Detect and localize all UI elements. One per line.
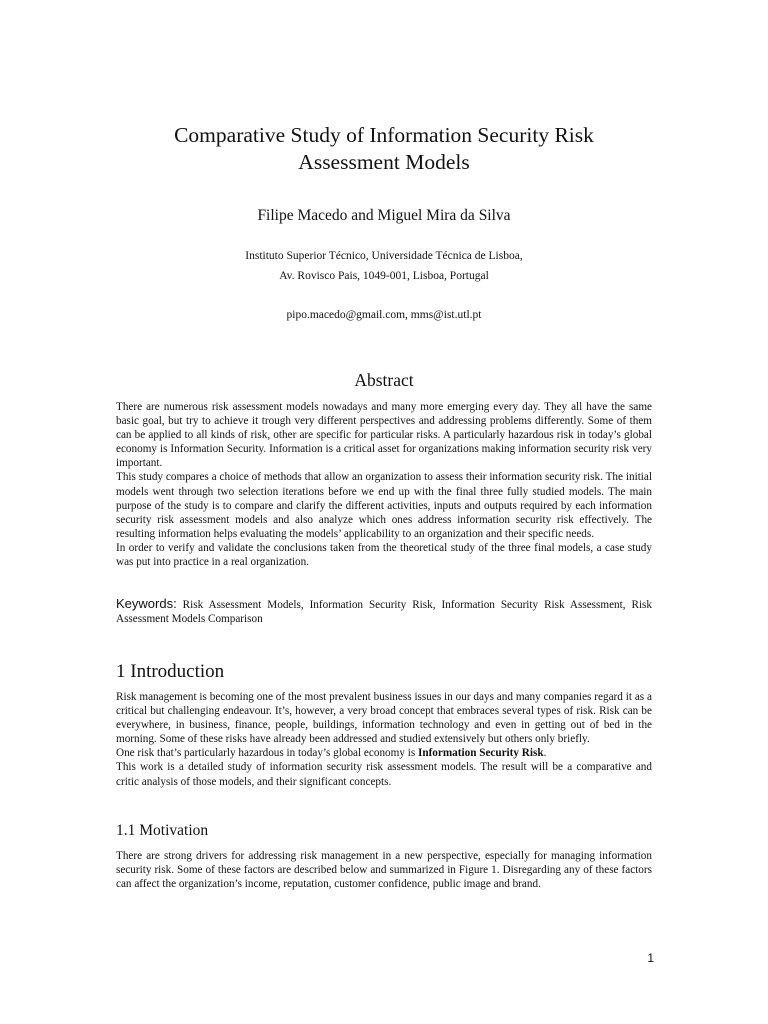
paper-title	[110, 122, 658, 176]
abstract-paragraph-1: There are numerous risk assessment models nowadays and many more emerging every day. They all have the same basic goal, but try to achieve it trough very different perspectives and addressing problems differently. Some of them can be applied to all kinds of risk, other are specific for particular risks. A particularly hazardous risk in today’s global economy is Information Security. Information is a critical asset for organizations making information security risk very important.	[116, 401, 652, 470]
introduction-heading: 1 Introduction	[116, 661, 225, 682]
introduction-paragraph-3: This work is a detailed study of information security risk assessment models. The result will be a comparative and critic analysis of those models, and their significant concepts.	[116, 761, 652, 788]
introduction-p2-prefix: One risk that’s particularly hazardous in today’s global economy is	[116, 747, 418, 760]
page-number: 1	[647, 951, 654, 965]
affiliation-line-2: Av. Rovisco Pais, 1049-001, Lisboa, Portugal	[279, 270, 489, 282]
keywords-text: Risk Assessment Models, Information Security Risk, Information Security Risk Assessment, Risk Assessment Models Comparison	[116, 599, 652, 626]
paper-title-line-1: Comparative Study of Information Security Risk	[174, 123, 594, 147]
motivation-body	[116, 849, 652, 891]
introduction-p2-emphasis: Information Security Risk	[418, 747, 544, 760]
abstract-body	[116, 400, 652, 569]
paper-affiliation	[110, 246, 658, 286]
affiliation-line-1: Instituto Superior Técnico, Universidade Técnica de Lisboa,	[245, 250, 523, 262]
keywords-block	[116, 597, 652, 626]
introduction-paragraph-2	[116, 746, 652, 760]
motivation-heading: 1.1 Motivation	[116, 822, 209, 839]
introduction-paragraph-1: Risk management is becoming one of the most prevalent business issues in our days and many companies regard it as a critical but challenging endeavour. It’s, however, a very broad concept that embraces several types of risk. Risk can be everywhere, in business, finance, people, buildings, information technology and even in getting out of bed in the morning. Some of these risks have already been addressed and studied extensively but others only briefly.	[116, 691, 652, 746]
abstract-paragraph-3: In order to verify and validate the conclusions taken from the theoretical study of the three final models, a case study was put into practice in a real organization.	[116, 541, 652, 569]
introduction-body	[116, 690, 652, 789]
paper-authors: Filipe Macedo and Miguel Mira da Silva	[257, 207, 511, 224]
abstract-paragraph-2: This study compares a choice of methods that allow an organization to assess their information security risk. The initial models went through two selection iterations before we end up with the final three fully studied models. The main purpose of the study is to compare and clarify the different activities, inputs and outputs required by each information security risk assessment models and also analyze which ones address information security risk effectively. The resulting information helps evaluating the models’ applicability to an organization and their specific needs.	[116, 471, 652, 540]
keywords-paragraph	[116, 597, 652, 626]
motivation-paragraph-1: There are strong drivers for addressing risk management in a new perspective, especially for managing information security risk. Some of these factors are described below and summarized in Figure 1. Disregarding any of these factors can affect the organization’s income, reputation, customer confidence, public image and brand.	[116, 850, 652, 891]
author-emails: pipo.macedo@gmail.com, mms@ist.utl.pt	[286, 309, 482, 321]
paper-title-line-2: Assessment Models	[298, 150, 470, 174]
keywords-label: Keywords:	[116, 596, 177, 611]
abstract-heading: Abstract	[354, 370, 414, 390]
introduction-p2-suffix: .	[543, 747, 547, 760]
